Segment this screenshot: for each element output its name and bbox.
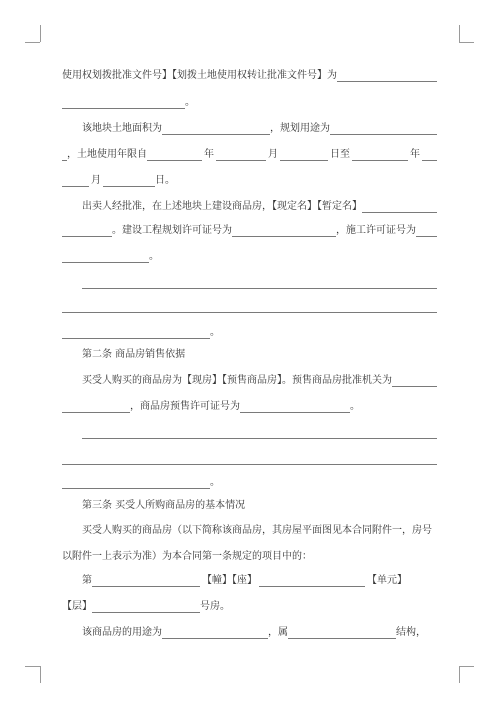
paragraph-line bbox=[62, 224, 437, 238]
day-to-label: 日至 bbox=[330, 149, 350, 160]
year-label: 年 bbox=[410, 149, 420, 160]
land-approval-doc-text: 使用权划拨批准文件号】【划拨土地使用权转让批准文件号】为 bbox=[62, 70, 337, 81]
purchased-unit-text: 买受人购买的商品房（以下简称该商品房，其房屋平面图见本合同附件一，房号 bbox=[82, 525, 432, 536]
construction-permit-label: ，施工许可证号为 bbox=[336, 225, 416, 236]
paragraph-line bbox=[62, 476, 437, 490]
paragraph-line bbox=[62, 148, 437, 162]
period-mark: 。 bbox=[350, 401, 360, 412]
land-area-label: 该地块土地面积为 bbox=[82, 123, 162, 134]
planning-permit-label: 。建设工程规划许可证号为 bbox=[112, 225, 232, 236]
planned-use-label: ，规划用途为 bbox=[270, 123, 330, 134]
paragraph-line bbox=[62, 300, 437, 314]
fill-in-blank bbox=[62, 251, 149, 263]
purchased-unit-text-cont: 以附件一上表示为准）为本合同第一条规定的项目中的： bbox=[62, 551, 312, 562]
period-mark: 。 bbox=[210, 477, 220, 488]
fill-in-blank bbox=[162, 627, 268, 639]
paragraph-line bbox=[62, 276, 437, 290]
structure-label: 结构， bbox=[396, 627, 426, 638]
fill-in-blank bbox=[82, 427, 437, 439]
month-label: 月 bbox=[91, 175, 101, 186]
crop-mark-bottom-right bbox=[459, 666, 474, 667]
article-heading bbox=[62, 499, 437, 513]
paragraph-line bbox=[62, 250, 437, 264]
paragraph-line bbox=[62, 374, 437, 388]
fill-in-blank bbox=[62, 97, 185, 109]
fill-in-blank bbox=[416, 225, 437, 237]
paragraph-line bbox=[62, 174, 437, 188]
fill-in-blank bbox=[62, 175, 89, 187]
crop-mark-bottom-left bbox=[40, 666, 41, 683]
fill-in-blank bbox=[162, 123, 270, 135]
paragraph-line bbox=[62, 69, 437, 83]
paragraph-line bbox=[62, 326, 437, 340]
room-number-label: 号房。 bbox=[200, 601, 230, 612]
building-name-text: 出卖人经批准，在上述地块上建设商品房，【现定名】【暂定名】 bbox=[82, 201, 362, 212]
fill-in-blank bbox=[62, 477, 210, 489]
fill-in-blank bbox=[392, 375, 437, 387]
fill-in-blank bbox=[62, 301, 437, 313]
building-block-label: 【幢】【座】 bbox=[202, 575, 257, 586]
fill-in-blank bbox=[362, 201, 437, 213]
fill-in-blank bbox=[82, 277, 437, 289]
structure-prefix-label: ，属 bbox=[268, 627, 288, 638]
fill-in-blank bbox=[232, 225, 336, 237]
fill-in-blank bbox=[422, 149, 437, 161]
crop-mark-top-right bbox=[459, 25, 460, 42]
fill-in-blank bbox=[259, 575, 365, 587]
floor-label: 【层】 bbox=[62, 601, 92, 612]
fill-in-blank bbox=[92, 601, 200, 613]
fill-in-blank bbox=[288, 627, 396, 639]
day-end-label: 日。 bbox=[155, 175, 175, 186]
crop-mark-top-right bbox=[459, 42, 474, 43]
period-mark: 。 bbox=[149, 251, 159, 262]
number-prefix-label: 第 bbox=[82, 575, 92, 586]
paragraph-line bbox=[62, 122, 437, 136]
paragraph-line bbox=[62, 96, 437, 110]
paragraph-line bbox=[62, 524, 437, 538]
paragraph-line bbox=[62, 426, 437, 440]
fill-in-blank bbox=[147, 149, 202, 161]
crop-mark-bottom-left bbox=[25, 666, 40, 667]
paragraph-line bbox=[62, 200, 437, 214]
period-mark: 。 bbox=[185, 97, 195, 108]
article-3-heading: 第三条 买受人所购商品房的基本情况 bbox=[82, 500, 246, 511]
presale-permit-label: ，商品房预售许可证号为 bbox=[130, 401, 240, 412]
fill-in-blank bbox=[330, 123, 437, 135]
crop-mark-bottom-right bbox=[459, 666, 460, 683]
fill-in-blank bbox=[280, 149, 328, 161]
fill-in-blank bbox=[62, 401, 130, 413]
fill-in-blank bbox=[103, 175, 155, 187]
paragraph-line bbox=[62, 600, 437, 614]
article-2-heading: 第二条 商品房销售依据 bbox=[82, 349, 186, 360]
fill-in-blank bbox=[337, 70, 437, 82]
unit-usage-label: 该商品房的用途为 bbox=[82, 627, 162, 638]
paragraph-line bbox=[62, 574, 437, 588]
fill-in-blank bbox=[352, 149, 408, 161]
fill-in-blank bbox=[216, 149, 266, 161]
period-mark: 。 bbox=[210, 327, 220, 338]
paragraph-line bbox=[62, 626, 437, 640]
crop-mark-top-left bbox=[40, 25, 41, 42]
paragraph-line bbox=[62, 400, 437, 414]
sale-basis-text: 买受人购买的商品房为【现房】【预售商品房】。预售商品房批准机关为 bbox=[82, 375, 392, 386]
month-label: 月 bbox=[268, 149, 278, 160]
paragraph-line bbox=[62, 550, 437, 564]
fill-in-blank bbox=[62, 327, 210, 339]
paragraph-line bbox=[62, 452, 437, 466]
fill-in-blank bbox=[240, 401, 350, 413]
crop-mark-top-left bbox=[25, 42, 40, 43]
land-use-term-label: ，土地使用年限自 bbox=[67, 149, 147, 160]
fill-in-blank bbox=[92, 575, 200, 587]
unit-label: 【单元】 bbox=[367, 575, 407, 586]
year-label: 年 bbox=[204, 149, 214, 160]
fill-in-blank bbox=[62, 453, 437, 465]
article-heading bbox=[62, 348, 437, 362]
fill-in-blank bbox=[62, 225, 112, 237]
